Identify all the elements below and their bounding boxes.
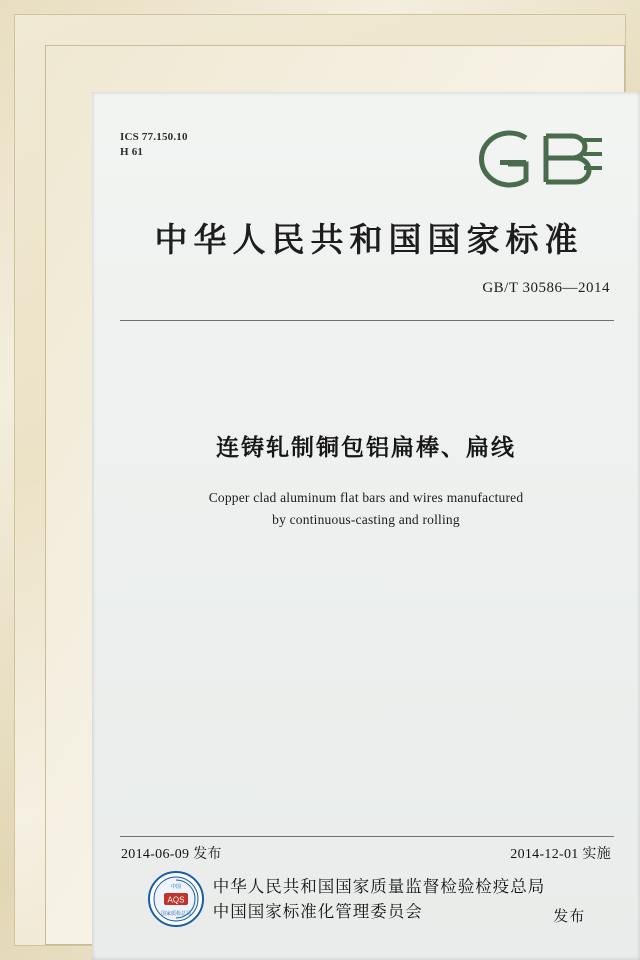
page-title: 中华人民共和国国家标准: [154, 223, 584, 259]
issuer-line-1: 中华人民共和国国家质量监督检验检疫总局: [212, 877, 546, 896]
effective-date: 2014-12-01 实施: [510, 847, 611, 862]
issuer-block: [92, 866, 640, 932]
svg-text:中国: 中国: [170, 884, 181, 890]
standard-number: GB/T 30586—2014: [482, 280, 610, 296]
issuer-names: [213, 874, 546, 924]
footer-divider: [120, 836, 614, 837]
svg-text:国家质检总局: 国家质检总局: [160, 911, 191, 917]
issuer-line-2: 中国国家标准化管理委员会: [212, 902, 423, 921]
svg-text:AQS: AQS: [167, 895, 185, 905]
issue-word: 发布: [553, 909, 586, 925]
header-divider: [120, 320, 614, 321]
subject-english-line-1: Copper clad aluminum flat bars and wires manufactured: [208, 490, 524, 505]
issue-date: 2014-06-09 发布: [121, 847, 222, 862]
subject-english-line-2: by continuous-casting and rolling: [272, 512, 460, 527]
gb-logo-icon: [464, 124, 614, 194]
ics-classification-block: [120, 130, 188, 160]
ics-code: ICS 77.150.10: [120, 131, 188, 143]
standard-subject-english: [152, 487, 580, 531]
decorative-frame-inner: [45, 45, 625, 945]
decorative-frame-middle: [14, 14, 626, 946]
standard-subject-chinese: 连铸轧制铜包铝扁棒、扁线: [216, 435, 516, 460]
standard-cover-page: [92, 92, 640, 960]
ccs-code: H 61: [120, 146, 144, 158]
aqsiq-emblem-icon: [147, 870, 205, 928]
